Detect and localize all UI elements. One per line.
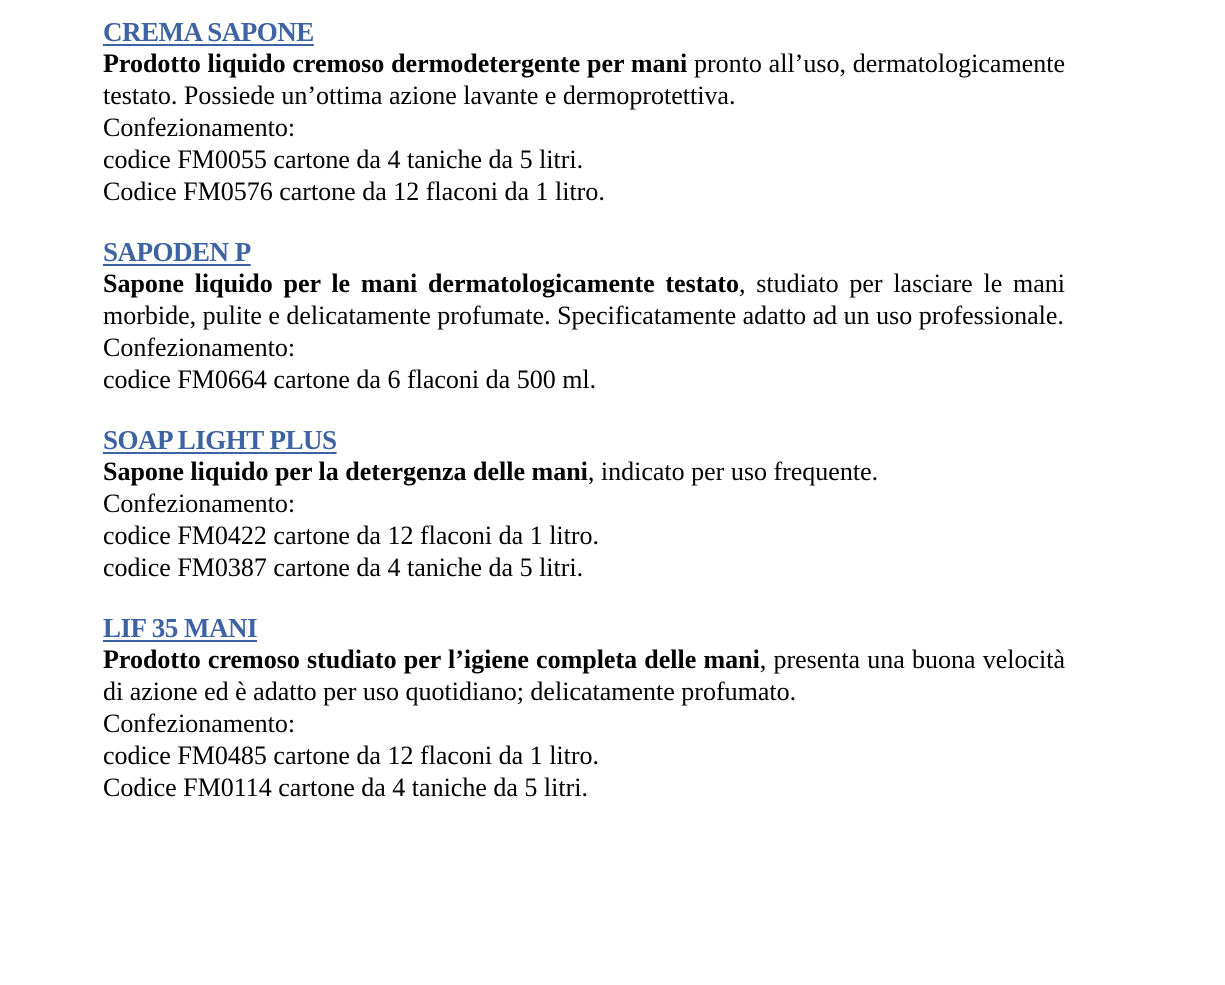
- packaging-code-line: codice FM0055 cartone da 4 taniche da 5 litri.: [103, 145, 584, 174]
- packaging-code-line: Codice FM0576 cartone da 12 flaconi da 1 litro.: [103, 177, 605, 206]
- packaging-label: Confezionamento:: [103, 333, 296, 362]
- product-section-sapoden-p: [103, 236, 1065, 396]
- packaging-code-line: codice FM0422 cartone da 12 flaconi da 1 litro.: [103, 521, 600, 550]
- product-section-crema-sapone: [103, 16, 1065, 208]
- packaging-code-line: codice FM0664 cartone da 6 flaconi da 500 ml.: [103, 365, 597, 394]
- product-description-rest: , indicato per uso frequente.: [587, 457, 879, 486]
- product-title-link[interactable]: SAPODEN P: [103, 237, 251, 267]
- product-title-link[interactable]: CREMA SAPONE: [103, 17, 314, 47]
- product-description-bold: Prodotto cremoso studiato per l’igiene completa delle mani: [103, 645, 760, 674]
- product-description: [103, 268, 1065, 332]
- product-description: [103, 456, 1065, 488]
- product-description-bold: Prodotto liquido cremoso dermodetergente per mani: [103, 49, 688, 78]
- document-page: [103, 16, 1065, 832]
- packaging-label: Confezionamento:: [103, 113, 296, 142]
- product-description-rest: , presenta una buona velocità di azione ed è adatto per uso quotidiano; delicatamente profumato.: [103, 645, 1065, 706]
- packaging-label: Confezionamento:: [103, 489, 296, 518]
- product-title-link[interactable]: LIF 35 MANI: [103, 613, 257, 643]
- packaging-label: Confezionamento:: [103, 709, 296, 738]
- product-section-lif-35-mani: [103, 612, 1065, 804]
- product-description-rest: , studiato per lasciare le mani morbide, pulite e delicatamente profumate. Specificatamente adatto ad un uso professionale.: [103, 269, 1065, 330]
- product-description-rest: pronto all’uso, dermatologicamente testato. Possiede un’ottima azione lavante e dermoprotettiva.: [103, 49, 1065, 110]
- packaging-code-line: codice FM0485 cartone da 12 flaconi da 1 litro.: [103, 741, 600, 770]
- product-description: [103, 48, 1065, 112]
- product-description-bold: Sapone liquido per la detergenza delle mani: [103, 457, 588, 486]
- product-title-link[interactable]: SOAP LIGHT PLUS: [103, 425, 337, 455]
- product-section-soap-light-plus: [103, 424, 1065, 584]
- product-description: [103, 644, 1065, 708]
- product-description-bold: Sapone liquido per le mani dermatologicamente testato: [103, 269, 740, 298]
- packaging-code-line: codice FM0387 cartone da 4 taniche da 5 litri.: [103, 553, 584, 582]
- packaging-code-line: Codice FM0114 cartone da 4 taniche da 5 litri.: [103, 773, 588, 802]
